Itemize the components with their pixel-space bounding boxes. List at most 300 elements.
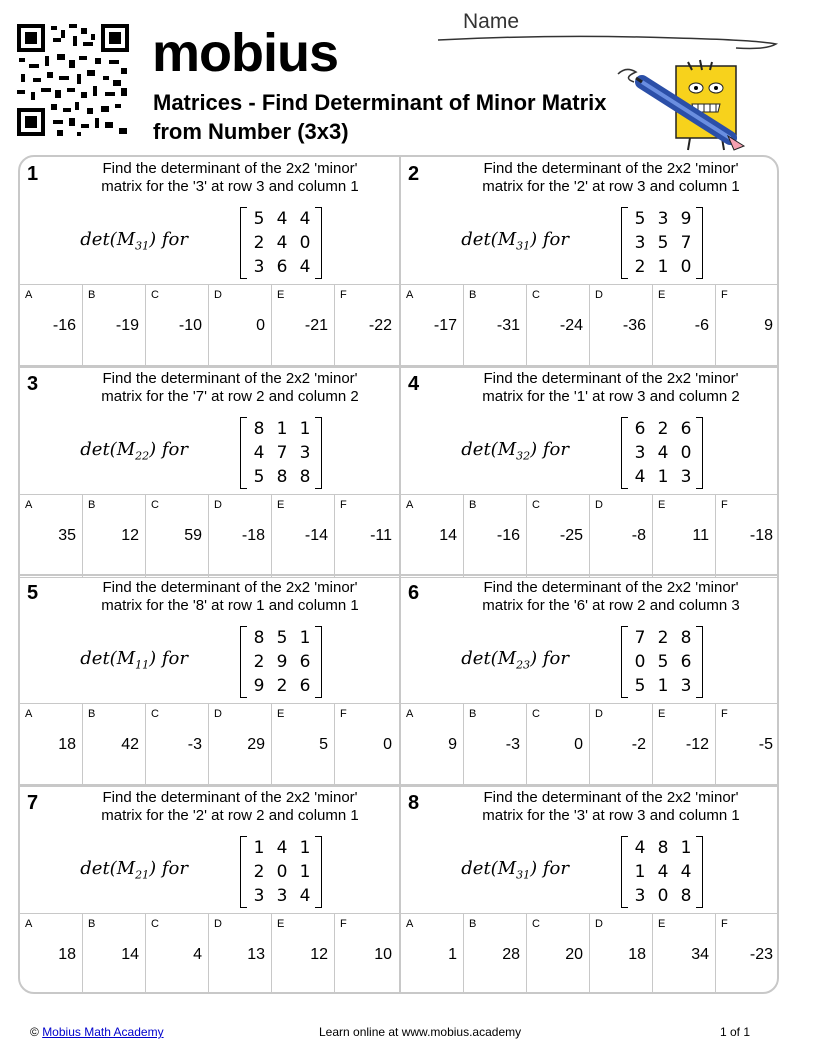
matrix-cell: 3: [276, 886, 288, 906]
logo-text: mobius: [152, 23, 339, 83]
choice-value: 18: [628, 946, 646, 963]
choice-label: B: [88, 918, 96, 930]
matrix-cell: 1: [299, 628, 311, 648]
problem-card: [20, 786, 399, 994]
problem-card: [20, 157, 399, 367]
choice-label: F: [721, 499, 728, 511]
determinant-expression: [461, 207, 713, 279]
matrix-cell: 7: [276, 443, 288, 463]
choice-label: F: [340, 289, 347, 301]
choice-label: A: [406, 289, 414, 301]
answer-choice[interactable]: [83, 495, 146, 577]
choice-value: 0: [256, 317, 265, 334]
answer-choice[interactable]: [590, 285, 653, 367]
choice-value: 1: [448, 946, 457, 963]
choice-value: 12: [310, 946, 328, 963]
problem-question: Find the determinant of the 2x2 'minor' matrix for the '8' at row 1 and column 1: [101, 579, 359, 614]
choice-label: C: [532, 708, 540, 720]
choice-value: 20: [565, 946, 583, 963]
right-bracket: [696, 417, 703, 489]
choice-label: B: [469, 499, 477, 511]
matrix: [240, 417, 322, 489]
choice-label: B: [469, 918, 477, 930]
choice-label: E: [658, 499, 666, 511]
choice-label: A: [25, 918, 33, 930]
choice-value: -21: [304, 317, 328, 334]
logo: [152, 22, 338, 84]
answer-choice[interactable]: [335, 704, 398, 786]
answer-choice[interactable]: [272, 285, 335, 367]
matrix-cell: 6: [634, 419, 646, 439]
choice-value: 0: [383, 736, 392, 753]
answer-choices: [401, 913, 779, 994]
det-notation: $\det(M_{11})$ for: [80, 648, 188, 672]
matrix: [621, 626, 703, 698]
matrix-cell: 1: [299, 419, 311, 439]
answer-choice[interactable]: [590, 704, 653, 786]
choice-label: F: [340, 708, 347, 720]
matrix-cell: 4: [276, 233, 288, 253]
qr-code-icon: [17, 24, 129, 136]
det-notation: $\det(M_{22})$ for: [80, 439, 188, 463]
answer-choice[interactable]: [401, 914, 464, 994]
choice-value: -14: [304, 527, 328, 544]
answer-choice[interactable]: [146, 704, 209, 786]
choice-label: C: [532, 289, 540, 301]
choice-value: -31: [496, 317, 520, 334]
matrix-cell: 9: [680, 209, 692, 229]
problem-number: 8: [408, 792, 420, 814]
for-word: for: [161, 858, 188, 879]
answer-choice[interactable]: [83, 704, 146, 786]
matrix-cell: 8: [276, 467, 288, 487]
determinant-expression: [80, 626, 332, 698]
problem-question: Find the determinant of the 2x2 'minor' matrix for the '7' at row 2 and column 2: [101, 370, 359, 405]
matrix-cell: 7: [634, 628, 646, 648]
answer-choice[interactable]: [335, 285, 398, 367]
choice-label: E: [658, 289, 666, 301]
matrix-cell: 3: [299, 443, 311, 463]
minor-index: 32: [516, 449, 531, 463]
choice-value: -2: [631, 736, 646, 753]
right-bracket: [315, 417, 322, 489]
choice-value: 4: [193, 946, 202, 963]
matrix: [240, 626, 322, 698]
matrix-cell: 2: [634, 257, 646, 277]
matrix-cell: 4: [253, 443, 265, 463]
matrix-cell: 3: [657, 209, 669, 229]
answer-choice[interactable]: [716, 495, 779, 577]
choice-value: 42: [121, 736, 139, 753]
det-notation: $\det(M_{21})$ for: [80, 858, 188, 882]
answer-choice[interactable]: [527, 704, 590, 786]
matrix-cell: 9: [276, 652, 288, 672]
matrix-cell: 4: [276, 209, 288, 229]
answer-choice[interactable]: [653, 495, 716, 577]
choice-value: -16: [496, 527, 520, 544]
matrix-cell: 5: [253, 209, 265, 229]
choice-label: E: [277, 918, 285, 930]
choice-value: -10: [178, 317, 202, 334]
problem-card: [20, 576, 399, 786]
choice-value: -24: [559, 317, 583, 334]
choice-label: F: [721, 708, 728, 720]
choice-value: 0: [574, 736, 583, 753]
matrix-cell: 5: [657, 652, 669, 672]
choice-label: E: [277, 708, 285, 720]
name-label: Name: [463, 10, 520, 33]
answer-choice[interactable]: [464, 704, 527, 786]
copyright-symbol: ©: [30, 1025, 39, 1039]
left-bracket: [621, 417, 628, 489]
det-notation: $\det(M_{31})$ for: [461, 858, 569, 882]
matrix: [240, 207, 322, 279]
problem-question: Find the determinant of the 2x2 'minor' matrix for the '3' at row 3 and column 1: [101, 160, 359, 195]
matrix-cell: 2: [253, 233, 265, 253]
choice-label: C: [532, 499, 540, 511]
right-bracket: [315, 626, 322, 698]
matrix-cell: 4: [276, 838, 288, 858]
choice-value: 14: [121, 946, 139, 963]
matrix-cell: 2: [253, 862, 265, 882]
matrix-cell: 5: [634, 209, 646, 229]
choice-label: F: [721, 289, 728, 301]
for-word: for: [542, 229, 569, 250]
right-bracket: [696, 836, 703, 908]
choice-value: 13: [247, 946, 265, 963]
left-bracket: [240, 836, 247, 908]
mascot-illustration-icon: [612, 56, 752, 154]
choice-value: 59: [184, 527, 202, 544]
right-bracket: [696, 207, 703, 279]
answer-choice[interactable]: [146, 495, 209, 577]
matrix-cell: 4: [299, 209, 311, 229]
problem-number: 4: [408, 373, 420, 395]
answer-choices: [20, 913, 399, 994]
choice-label: D: [214, 289, 222, 301]
choice-label: E: [658, 918, 666, 930]
footer-copyright: [30, 1025, 164, 1039]
answer-choice[interactable]: [464, 285, 527, 367]
determinant-expression: [80, 207, 332, 279]
left-bracket: [240, 626, 247, 698]
left-bracket: [240, 417, 247, 489]
choice-value: 34: [691, 946, 709, 963]
matrix-cell: 8: [253, 628, 265, 648]
choice-label: B: [469, 708, 477, 720]
problem-card: [401, 367, 779, 577]
problem-card: [401, 157, 779, 367]
matrix-cell: 3: [253, 257, 265, 277]
minor-index: 22: [135, 449, 150, 463]
answer-choice[interactable]: [716, 914, 779, 994]
matrix-cell: 5: [276, 628, 288, 648]
choice-value: 28: [502, 946, 520, 963]
answer-choices: [20, 703, 399, 787]
matrix-cell: 4: [657, 443, 669, 463]
problem-number: 5: [27, 582, 39, 604]
choice-label: D: [214, 918, 222, 930]
answer-choice[interactable]: [146, 285, 209, 367]
choice-label: D: [214, 708, 222, 720]
matrix-cell: 3: [253, 886, 265, 906]
choice-label: F: [340, 499, 347, 511]
problem-question: Find the determinant of the 2x2 'minor' matrix for the '2' at row 2 and column 1: [101, 789, 359, 824]
left-bracket: [621, 626, 628, 698]
answer-choice[interactable]: [209, 914, 272, 994]
choice-label: A: [406, 499, 414, 511]
problem-number: 2: [408, 163, 420, 185]
answer-choice[interactable]: [272, 914, 335, 994]
choice-value: 35: [58, 527, 76, 544]
determinant-expression: [461, 836, 713, 908]
answer-choice[interactable]: [272, 495, 335, 577]
for-word: for: [161, 439, 188, 460]
choice-value: -22: [368, 317, 392, 334]
for-word: for: [542, 439, 569, 460]
right-bracket: [315, 207, 322, 279]
matrix-cell: 5: [634, 676, 646, 696]
matrix-cell: 6: [299, 676, 311, 696]
choice-value: -3: [505, 736, 520, 753]
answer-choice[interactable]: [464, 495, 527, 577]
minor-index: 11: [135, 658, 150, 672]
det-notation: $\det(M_{32})$ for: [461, 439, 569, 463]
matrix-cell: 5: [253, 467, 265, 487]
matrix-cell: 4: [657, 862, 669, 882]
answer-choice[interactable]: [527, 495, 590, 577]
problem-grid: [18, 155, 779, 994]
choice-value: -18: [241, 527, 265, 544]
choice-label: E: [658, 708, 666, 720]
determinant-expression: [80, 417, 332, 489]
matrix: [621, 207, 703, 279]
choice-value: -25: [559, 527, 583, 544]
problem-question: Find the determinant of the 2x2 'minor' matrix for the '1' at row 3 and column 2: [482, 370, 740, 405]
choice-label: B: [469, 289, 477, 301]
answer-choice[interactable]: [653, 704, 716, 786]
det-notation: $\det(M_{31})$ for: [80, 229, 188, 253]
answer-choice[interactable]: [83, 914, 146, 994]
matrix-cell: 3: [634, 886, 646, 906]
matrix-cell: 7: [680, 233, 692, 253]
matrix-cell: 6: [299, 652, 311, 672]
answer-choice[interactable]: [464, 914, 527, 994]
answer-choice[interactable]: [716, 285, 779, 367]
choice-value: 9: [764, 317, 773, 334]
answer-choice[interactable]: [716, 704, 779, 786]
matrix-cell: 2: [657, 628, 669, 648]
answer-choice[interactable]: [20, 285, 83, 367]
problem-number: 3: [27, 373, 39, 395]
matrix-cell: 0: [634, 652, 646, 672]
determinant-expression: [80, 836, 332, 908]
matrix-cell: 8: [680, 886, 692, 906]
answer-choice[interactable]: [146, 914, 209, 994]
page-number: 1 of 1: [720, 1025, 751, 1039]
matrix-cell: 4: [299, 886, 311, 906]
problem-card: [401, 786, 779, 994]
minor-index: 31: [516, 239, 531, 253]
matrix-cell: 1: [634, 862, 646, 882]
matrix-cell: 3: [680, 467, 692, 487]
answer-choices: [401, 494, 779, 578]
matrix-cell: 6: [680, 652, 692, 672]
for-word: for: [542, 648, 569, 669]
matrix-cell: 8: [680, 628, 692, 648]
choice-label: C: [151, 918, 159, 930]
answer-choice[interactable]: [590, 914, 653, 994]
answer-choice[interactable]: [209, 495, 272, 577]
choice-label: B: [88, 499, 96, 511]
matrix: [621, 836, 703, 908]
matrix-cell: 0: [299, 233, 311, 253]
matrix-cell: 5: [657, 233, 669, 253]
answer-choices: [401, 703, 779, 787]
choice-value: -36: [622, 317, 646, 334]
matrix-cell: 3: [680, 676, 692, 696]
matrix-cell: 6: [276, 257, 288, 277]
choice-value: 11: [692, 527, 709, 544]
choice-label: B: [88, 289, 96, 301]
minor-index: 21: [135, 868, 150, 882]
answer-choices: [20, 494, 399, 578]
answer-choice[interactable]: [209, 704, 272, 786]
problem-question: Find the determinant of the 2x2 'minor' matrix for the '6' at row 2 and column 3: [482, 579, 740, 614]
choice-value: -8: [631, 527, 646, 544]
matrix-cell: 1: [299, 838, 311, 858]
for-word: for: [542, 858, 569, 879]
problem-question: Find the determinant of the 2x2 'minor' matrix for the '2' at row 3 and column 1: [482, 160, 740, 195]
matrix-cell: 3: [634, 233, 646, 253]
matrix-cell: 1: [657, 676, 669, 696]
answer-choice[interactable]: [527, 285, 590, 367]
problem-number: 7: [27, 792, 39, 814]
matrix-cell: 6: [680, 419, 692, 439]
choice-value: -11: [370, 527, 392, 544]
choice-label: A: [25, 289, 33, 301]
det-notation: $\det(M_{23})$ for: [461, 648, 569, 672]
answer-choice[interactable]: [272, 704, 335, 786]
matrix-cell: 2: [276, 676, 288, 696]
answer-choice[interactable]: [653, 285, 716, 367]
choice-value: -5: [758, 736, 773, 753]
problem-card: [20, 367, 399, 577]
matrix-cell: 0: [657, 886, 669, 906]
choice-value: 5: [319, 736, 328, 753]
matrix-cell: 1: [657, 257, 669, 277]
minor-index: 23: [516, 658, 531, 672]
minor-index: 31: [516, 868, 531, 882]
answer-choice[interactable]: [653, 914, 716, 994]
matrix-cell: 3: [634, 443, 646, 463]
choice-label: A: [25, 499, 33, 511]
choice-value: -16: [52, 317, 76, 334]
minor-index: 31: [135, 239, 150, 253]
answer-choice[interactable]: [335, 495, 398, 577]
choice-label: D: [595, 918, 603, 930]
problem-number: 6: [408, 582, 420, 604]
left-bracket: [621, 207, 628, 279]
matrix-cell: 2: [657, 419, 669, 439]
choice-value: -3: [187, 736, 202, 753]
answer-choices: [20, 284, 399, 368]
problem-question: Find the determinant of the 2x2 'minor' matrix for the '3' at row 3 and column 1: [482, 789, 740, 824]
answer-choice[interactable]: [20, 704, 83, 786]
footer-center-text: Learn online at www.mobius.academy: [319, 1025, 522, 1039]
for-word: for: [161, 648, 188, 669]
choice-value: 9: [448, 736, 457, 753]
matrix-cell: 0: [680, 443, 692, 463]
answer-choice[interactable]: [20, 914, 83, 994]
answer-choice[interactable]: [590, 495, 653, 577]
choice-value: -18: [749, 527, 773, 544]
matrix: [240, 836, 322, 908]
matrix: [621, 417, 703, 489]
matrix-cell: 0: [276, 862, 288, 882]
mobius-academy-link[interactable]: Mobius Math Academy: [42, 1025, 164, 1039]
det-notation: $\det(M_{31})$ for: [461, 229, 569, 253]
matrix-cell: 4: [680, 862, 692, 882]
problem-number: 1: [27, 163, 39, 185]
page-title: Matrices - Find Determinant of Minor Matrix from Number (3x3): [153, 90, 607, 144]
problem-card: [401, 576, 779, 786]
matrix-cell: 1: [680, 838, 692, 858]
answer-choice[interactable]: [401, 495, 464, 577]
name-field-line[interactable]: [436, 26, 781, 56]
answer-choice[interactable]: [20, 495, 83, 577]
choice-value: -6: [694, 317, 709, 334]
choice-value: -12: [685, 736, 709, 753]
choice-label: C: [532, 918, 540, 930]
choice-label: E: [277, 499, 285, 511]
matrix-cell: 4: [634, 467, 646, 487]
matrix-cell: 8: [657, 838, 669, 858]
choice-label: D: [595, 499, 603, 511]
matrix-cell: 9: [253, 676, 265, 696]
right-bracket: [315, 836, 322, 908]
choice-value: -19: [115, 317, 139, 334]
choice-label: F: [340, 918, 347, 930]
answer-choice[interactable]: [209, 285, 272, 367]
choice-label: C: [151, 708, 159, 720]
choice-label: C: [151, 289, 159, 301]
answer-choice[interactable]: [83, 285, 146, 367]
matrix-cell: 0: [680, 257, 692, 277]
choice-label: D: [214, 499, 222, 511]
answer-choice[interactable]: [527, 914, 590, 994]
answer-choice[interactable]: [401, 285, 464, 367]
choice-label: A: [406, 708, 414, 720]
determinant-expression: [461, 626, 713, 698]
for-word: for: [161, 229, 188, 250]
matrix-cell: 4: [299, 257, 311, 277]
choice-label: A: [25, 708, 33, 720]
choice-label: A: [406, 918, 414, 930]
choice-label: C: [151, 499, 159, 511]
choice-value: -17: [433, 317, 457, 334]
left-bracket: [240, 207, 247, 279]
answer-choice[interactable]: [335, 914, 398, 994]
answer-choice[interactable]: [401, 704, 464, 786]
matrix-cell: 2: [253, 652, 265, 672]
matrix-cell: 1: [253, 838, 265, 858]
choice-value: 14: [439, 527, 457, 544]
choice-value: 18: [58, 736, 76, 753]
choice-label: E: [277, 289, 285, 301]
choice-label: F: [721, 918, 728, 930]
choice-value: 10: [374, 946, 392, 963]
